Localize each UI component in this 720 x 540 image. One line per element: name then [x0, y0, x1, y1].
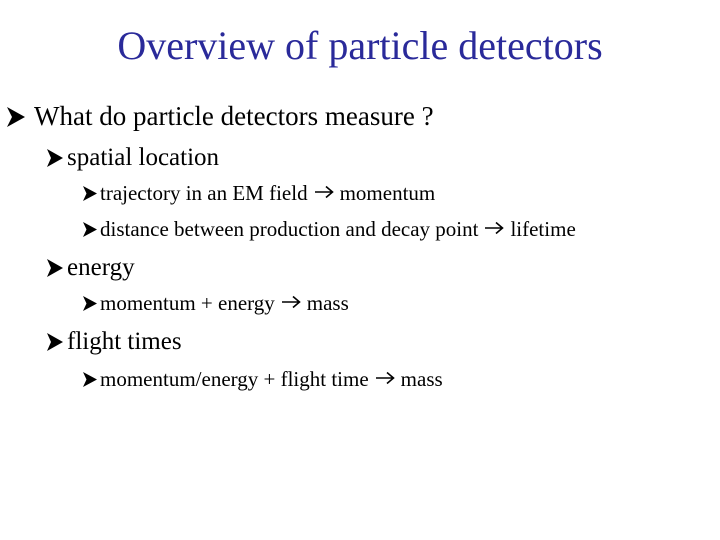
item-cause-text: momentum/energy + flight time	[100, 367, 369, 391]
right-arrow-icon	[484, 214, 504, 242]
section-flight-times	[46, 326, 182, 358]
slide-title: Overview of particle detectors	[117, 23, 603, 68]
arrowhead-bullet-icon	[82, 185, 99, 202]
arrowhead-bullet-icon	[46, 148, 65, 168]
arrowhead-bullet-icon	[6, 106, 28, 128]
item-cause-text: distance between production and decay point	[100, 217, 479, 241]
right-arrow-icon	[314, 178, 334, 206]
section-label: spatial location	[67, 144, 220, 171]
section-spatial-location	[46, 142, 219, 174]
arrowhead-bullet-icon	[46, 258, 65, 278]
list-item	[82, 289, 349, 317]
item-cause-text: momentum + energy	[100, 291, 275, 315]
right-arrow-icon	[281, 288, 301, 316]
item-result-text: mass	[400, 367, 443, 391]
item-result-text: mass	[306, 291, 349, 315]
section-energy	[46, 252, 135, 284]
section-label: energy	[67, 254, 135, 281]
main-bullet	[6, 98, 434, 134]
section-label: flight times	[67, 328, 182, 355]
list-item	[82, 179, 435, 207]
item-result-text: lifetime	[510, 217, 576, 241]
arrowhead-bullet-icon	[82, 221, 99, 238]
right-arrow-icon	[375, 364, 395, 392]
item-cause-text: trajectory in an EM field	[100, 181, 308, 205]
main-bullet-text: What do particle detectors measure ?	[34, 101, 434, 131]
arrowhead-bullet-icon	[46, 332, 65, 352]
arrowhead-bullet-icon	[82, 371, 99, 388]
list-item	[82, 365, 443, 393]
item-result-text: momentum	[339, 181, 436, 205]
list-item	[82, 215, 576, 243]
arrowhead-bullet-icon	[82, 295, 99, 312]
